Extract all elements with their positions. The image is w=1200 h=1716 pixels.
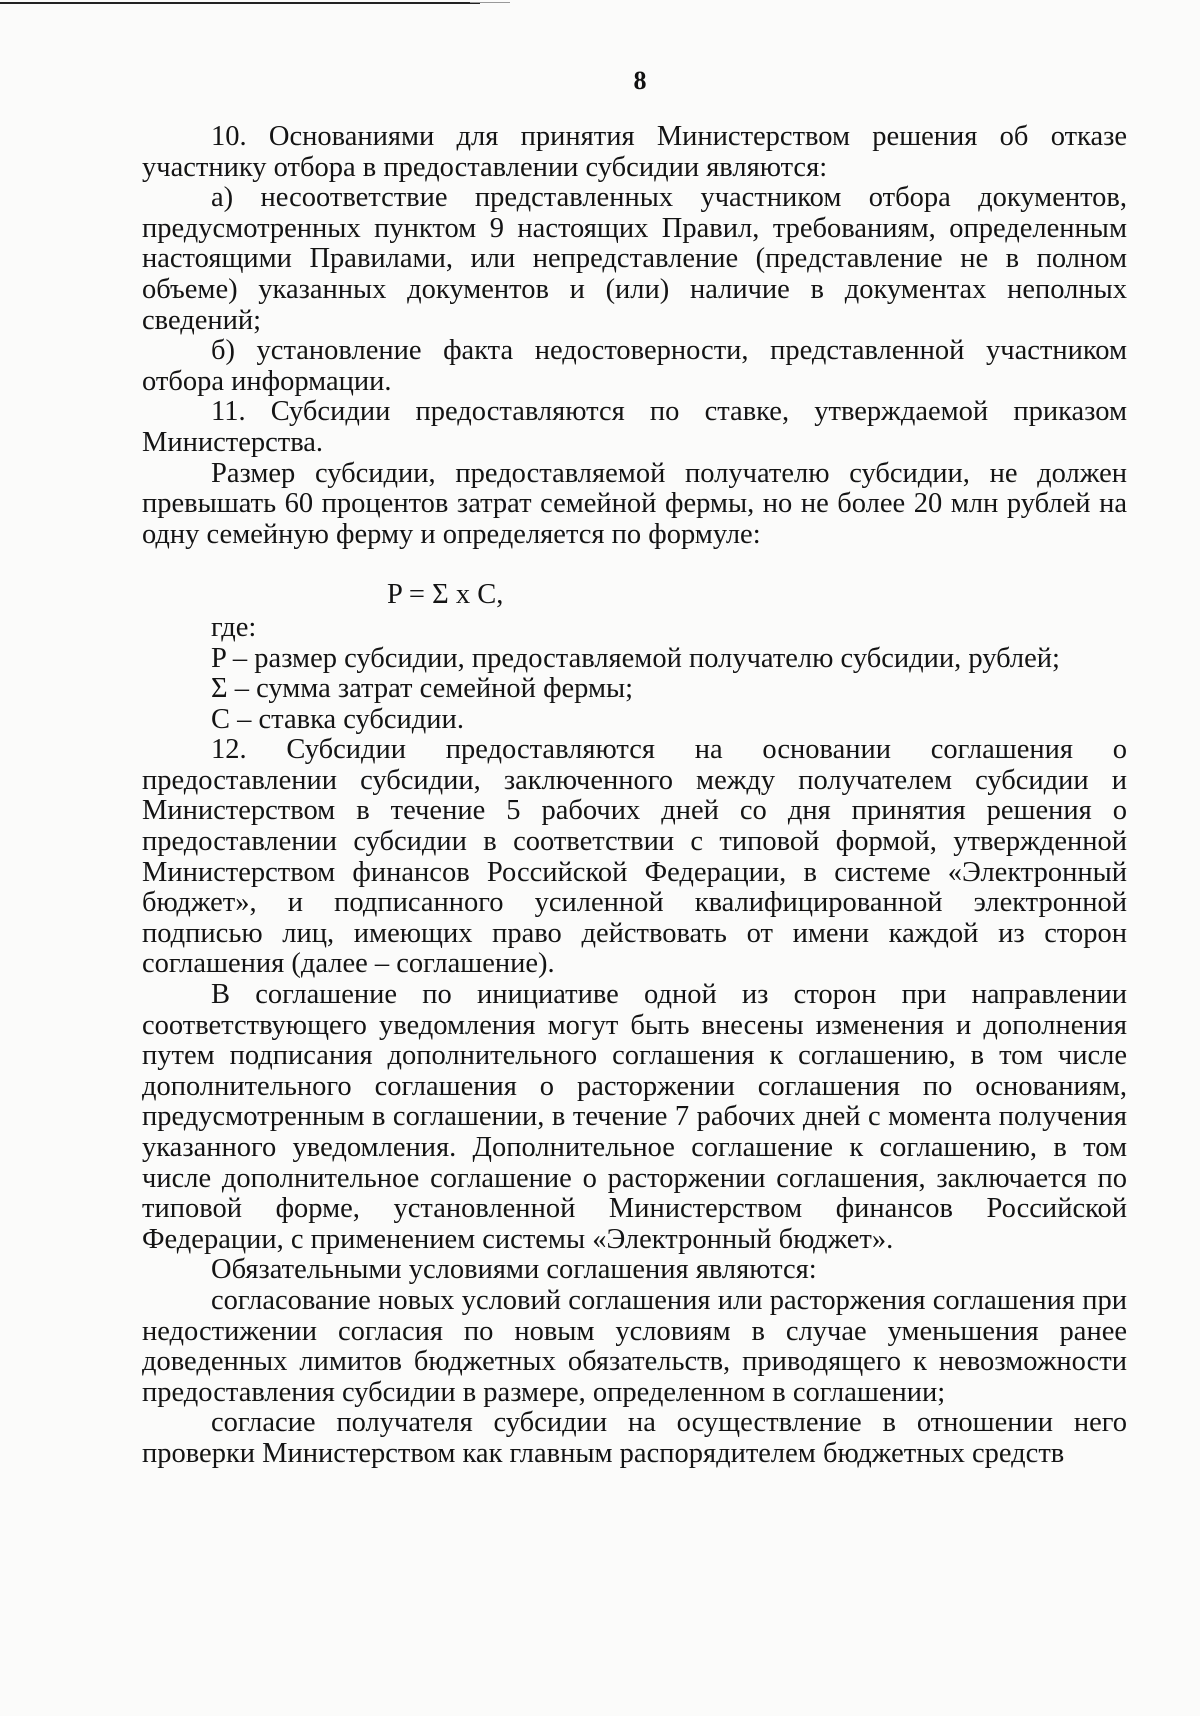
page-number: 8	[633, 66, 647, 95]
top-border-line-fragment	[470, 2, 510, 3]
top-border-line	[0, 2, 480, 4]
paragraph-10-b: б) установление факта недостоверности, представленной участником отбора информации.	[142, 335, 1127, 397]
document-body	[142, 122, 1127, 1470]
where-item-sigma: Σ – сумма затрат семейной фермы;	[211, 673, 634, 705]
paragraph-mandatory-conditions: Обязательными условиями соглашения являются:	[211, 1254, 817, 1286]
paragraph-condition-consent: согласие получателя субсидии на осуществление в отношении него проверки Министерством как главным распорядителем бюджетных средств	[142, 1407, 1127, 1469]
paragraph-11: 11. Субсидии предоставляются по ставке, утверждаемой приказом Министерства.	[142, 396, 1127, 458]
where-item-c: C – ставка субсидии.	[211, 703, 464, 735]
paragraph-10-a: а) несоответствие представленных участником отбора документов, предусмотренных пунктом 9 настоящих Правил, требованиям, определенным настоящими Правилами, или непредставление (представление не в полном объеме) указанных документов и (или) наличие в документах неполных сведений;	[142, 182, 1127, 336]
paragraph-condition-new-terms: согласование новых условий соглашения или расторжения соглашения при недостижении согласия по новым условиям в случае уменьшения ранее доведенных лимитов бюджетных обязательств, приводящего к невозможности предоставления субсидии в размере, определенном в соглашении;	[142, 1284, 1127, 1408]
where-item-p: P – размер субсидии, предоставляемой получателю субсидии, рублей;	[211, 642, 1060, 674]
where-label: где:	[211, 611, 257, 643]
paragraph-10: 10. Основаниями для принятия Министерством решения об отказе участнику отбора в предоставлении субсидии являются:	[142, 121, 1127, 183]
paragraph-amendments: В соглашение по инициативе одной из сторон при направлении соответствующего уведомления могут быть внесены изменения и дополнения путем подписания дополнительного соглашения к соглашению, в том числе дополнительного соглашения о расторжении соглашения по основаниям, предусмотренным в соглашении, в течение 7 рабочих дней с момента получения указанного уведомления. Дополнительное соглашение к соглашению, в том числе дополнительное соглашение о расторжении соглашения, заключается по типовой форме, установленной Министерством финансов Российской Федерации, с применением системы «Электронный бюджет».	[142, 979, 1127, 1255]
paragraph-subsidy-size: Размер субсидии, предоставляемой получателю субсидии, не должен превышать 60 процентов затрат семейной фермы, но не более 20 млн рублей на одну семейную ферму и определяется по формуле:	[142, 457, 1127, 550]
subsidy-formula: P = Σ x C,	[387, 579, 504, 611]
paragraph-12: 12. Субсидии предоставляются на основании соглашения о предоставлении субсидии, заключенного между получателем субсидии и Министерством в течение 5 рабочих дней со дня принятия решения о предоставлении субсидии в соответствии с типовой формой, утвержденной Министерством финансов Российской Федерации, в системе «Электронный бюджет», и подписанного усиленной квалифицированной электронной подписью лиц, имеющих право действовать от имени каждой из сторон соглашения (далее – соглашение).	[142, 734, 1127, 980]
